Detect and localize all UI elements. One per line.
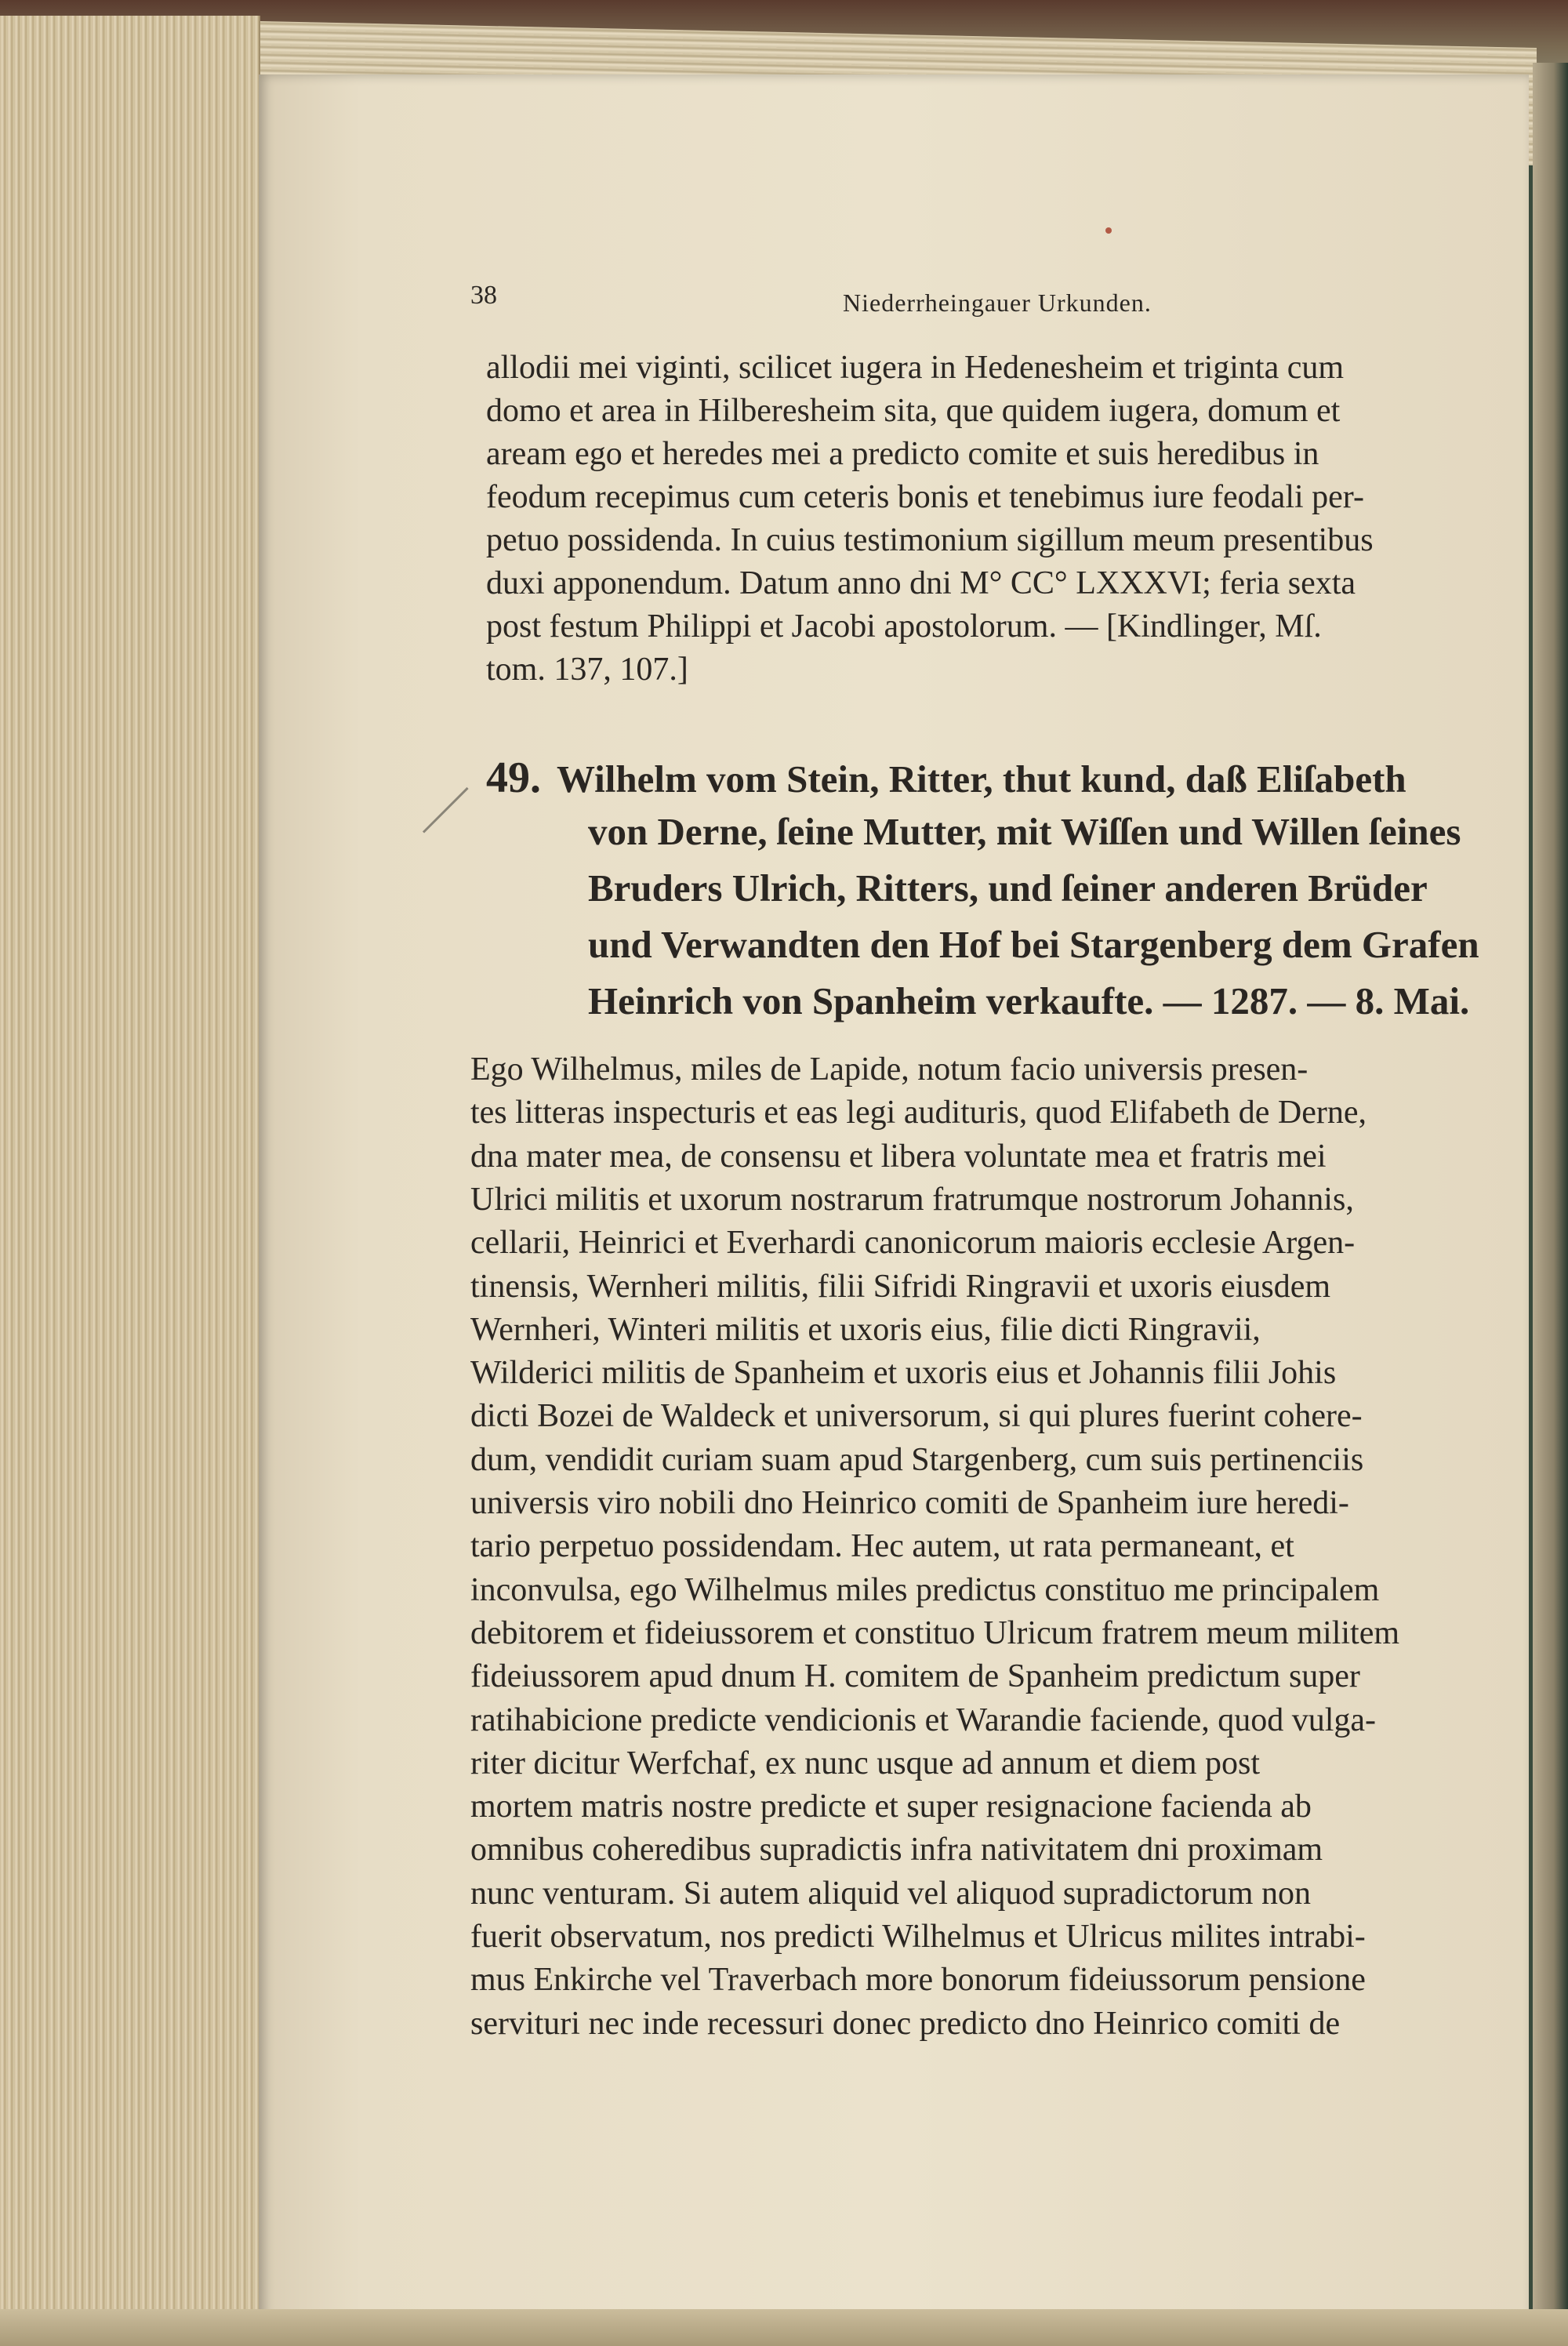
text-line: servituri nec inde recessuri donec predicto dno Heinrico comiti de xyxy=(470,2005,1341,2042)
text-line: dum, vendidit curiam suam apud Stargenberg, cum suis pertinenciis xyxy=(470,1441,1364,1478)
text-line: nunc venturam. Si autem aliquid vel aliquod supradictorum non xyxy=(470,1875,1311,1912)
book-bottom-edge xyxy=(0,2309,1568,2346)
text-line: feodum recepimus cum ceteris bonis et tenebimus iure feodali per- xyxy=(486,479,1364,515)
text-line: cellarii, Heinrici et Everhardi canonicorum maioris ecclesie Argen- xyxy=(470,1225,1356,1262)
text-line: dicti Bozei de Waldeck et universorum, si qui plures fuerint cohere- xyxy=(470,1398,1363,1435)
text-line: tinensis, Wernheri militis, filii Sifridi Ringravii et uxoris eiusdem xyxy=(470,1268,1331,1305)
text-line: universis viro nobili dno Heinrico comiti de Spanheim iure heredi- xyxy=(470,1485,1349,1521)
text-line: Wernheri, Winteri militis et uxoris eius, filie dicti Ringravii, xyxy=(470,1311,1261,1348)
body-text-continued xyxy=(486,349,1505,694)
running-head: Niederrheingauer Urkunden. xyxy=(843,289,1152,317)
text-line: post festum Philippi et Jacobi apostolorum. — [Kindlinger, Mſ. xyxy=(486,608,1322,645)
heading-text: Wilhelm vom Stein, Ritter, thut kund, daß Eliſabeth xyxy=(557,757,1406,801)
document-number: 49. xyxy=(486,754,541,802)
heading-line xyxy=(486,753,1406,803)
heading-line xyxy=(588,809,1461,854)
heading-line xyxy=(588,922,1479,967)
heading-text: Heinrich von Spanheim verkaufte. — 1287. — 8. Mai. xyxy=(588,979,1470,1022)
text-line: fuerit observatum, nos predicti Wilhelmus et Ulricus milites intrabi- xyxy=(470,1919,1366,1955)
text-line: tario perpetuo possidendam. Hec autem, ut rata permaneant, et xyxy=(470,1528,1294,1565)
text-line: Ego Wilhelmus, miles de Lapide, notum facio universis presen- xyxy=(470,1051,1308,1088)
text-line: omnibus coheredibus supradictis infra nativitatem dni proximam xyxy=(470,1832,1323,1868)
text-line: Ulrici militis et uxorum nostrarum fratrumque nostrorum Johannis, xyxy=(470,1181,1354,1218)
text-line: inconvulsa, ego Wilhelmus miles predictus constituo me principalem xyxy=(470,1571,1380,1608)
text-line: Wilderici militis de Spanheim et uxoris eius et Johannis filii Johis xyxy=(470,1355,1337,1392)
heading-line xyxy=(588,866,1428,910)
text-line: aream ego et heredes mei a predicto comite et suis heredibus in xyxy=(486,436,1319,472)
text-line: allodii mei viginti, scilicet iugera in Hedenesheim et triginta cum xyxy=(486,350,1345,386)
text-line: duxi apponendum. Datum anno dni M° CC° LXXXVI; feria sexta xyxy=(486,565,1356,601)
text-line: petuo possidenda. In cuius testimonium sigillum meum presentibus xyxy=(486,522,1374,558)
text-line: debitorem et fideiussorem et constituo Ulricum fratrem meum militem xyxy=(470,1614,1400,1651)
page-number: 38 xyxy=(470,281,497,310)
page-right-edge xyxy=(1533,63,1568,2346)
heading-line xyxy=(588,979,1469,1023)
text-line: tes litteras inspecturis et eas legi audituris, quod Elifabeth de Derne, xyxy=(470,1095,1367,1131)
text-line: domo et area in Hilberesheim sita, que quidem iugera, domum et xyxy=(486,393,1341,429)
book-page-edges xyxy=(0,16,260,2346)
text-line: tom. 137, 107.] xyxy=(486,652,688,688)
text-line: riter dicitur Werfchaf, ex nunc usque ad annum et diem post xyxy=(470,1745,1261,1781)
heading-text: und Verwandten den Hof bei Stargenberg dem Grafen xyxy=(588,923,1479,966)
text-line: mus Enkirche vel Traverbach more bonorum fideiussorum pensione xyxy=(470,1962,1366,1999)
body-text-document-49 xyxy=(470,1051,1537,2054)
text-line: fideiussorem apud dnum H. comitem de Spanheim predictum super xyxy=(470,1658,1360,1695)
document-heading xyxy=(486,753,1529,1043)
heading-text: von Derne, ſeine Mutter, mit Wiſſen und Willen ſeines xyxy=(588,810,1461,853)
text-line: mortem matris nostre predicte et super resignacione facienda ab xyxy=(470,1789,1312,1825)
text-line: dna mater mea, de consensu et libera voluntate mea et fratris mei xyxy=(470,1138,1327,1175)
page-header xyxy=(470,281,1411,328)
heading-text: Bruders Ulrich, Ritters, und ſeiner anderen Brüder xyxy=(588,866,1428,910)
ink-dot xyxy=(1105,227,1112,234)
text-line: ratihabicione predicte vendicionis et Warandie faciende, quod vulga- xyxy=(470,1701,1377,1738)
